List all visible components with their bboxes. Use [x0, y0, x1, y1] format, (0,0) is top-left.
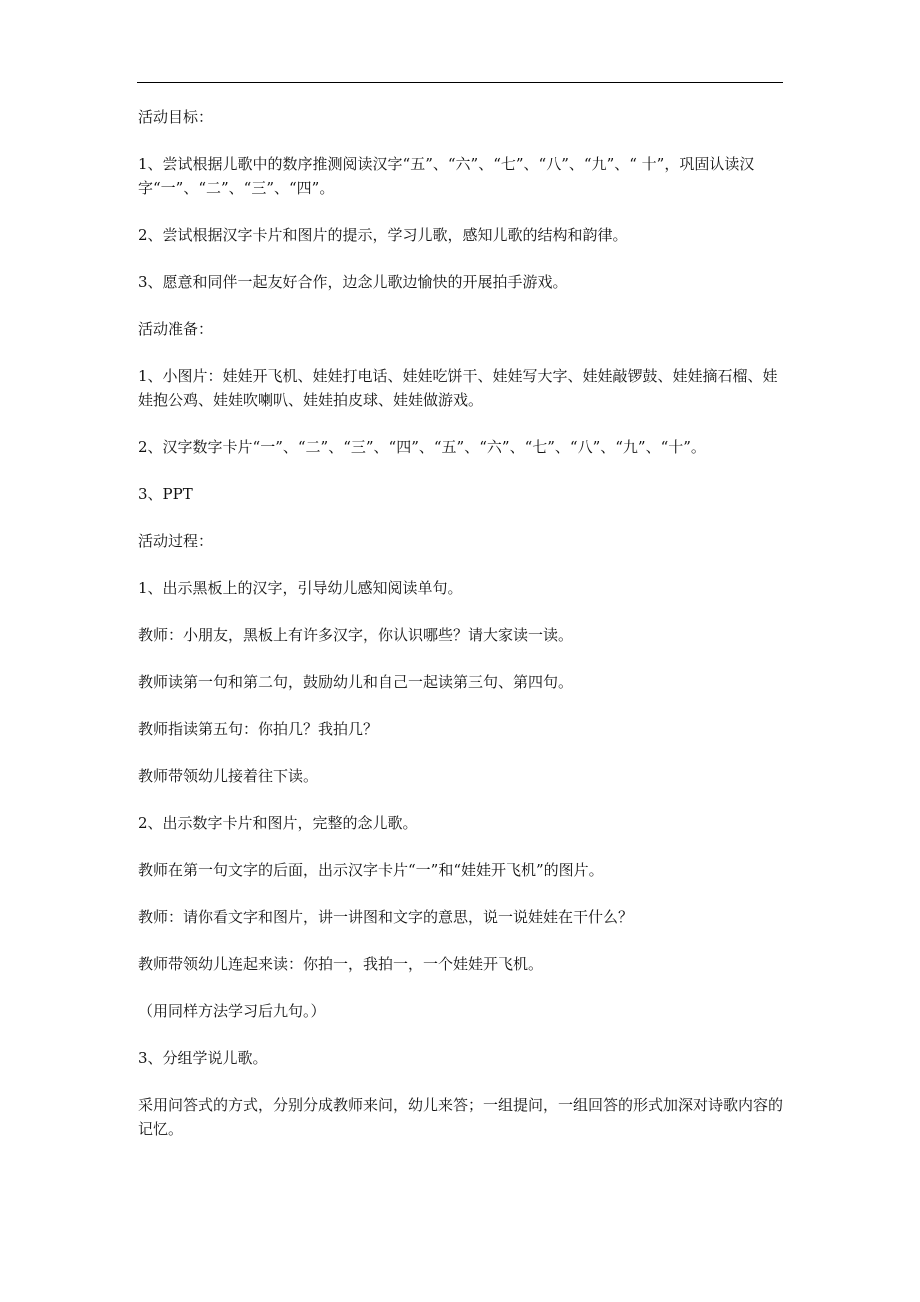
process-text: 教师指读第五句：你拍几？我拍几？ [138, 720, 379, 738]
process-text: 教师带领幼儿连起来读：你拍一，我拍一，一个娃娃开飞机。 [138, 955, 544, 973]
process-step-1: 1、出示黑板上的汉字，引导幼儿感知阅读单句。 [138, 579, 463, 597]
process-text: 教师：请你看文字和图片，讲一讲图和文字的意思，说一说娃娃在干什么？ [138, 908, 634, 926]
process-text: 教师在第一句文字的后面，出示汉字卡片“一”和“娃娃开飞机”的图片。 [138, 861, 604, 879]
process-text: 教师读第一句和第二句，鼓励幼儿和自己一起读第三句、第四句。 [138, 673, 574, 691]
section-heading-goals: 活动目标： [138, 108, 214, 126]
goal-item-2: 2、尝试根据汉字卡片和图片的提示，学习儿歌，感知儿歌的结构和韵律。 [138, 226, 628, 244]
process-step-3: 3、分组学说儿歌。 [138, 1049, 268, 1067]
preparation-item-3: 3、PPT [138, 485, 193, 503]
preparation-item-1: 1、小图片：娃娃开飞机、娃娃打电话、娃娃吃饼干、娃娃写大字、娃娃敲锣鼓、娃娃摘石榴、娃娃抱公鸡、娃娃吹喇叭、娃娃拍皮球、娃娃做游戏。 [138, 367, 778, 409]
preparation-item-2: 2、汉字数字卡片“一”、“二”、“三”、“四”、“五”、“六”、“七”、“八”、“九”、“十”。 [138, 438, 706, 456]
section-heading-process: 活动过程： [138, 532, 214, 550]
section-heading-preparation: 活动准备： [138, 320, 214, 338]
process-text: 采用问答式的方式，分别分成教师来问，幼儿来答；一组提问，一组回答的形式加深对诗歌内容的记忆。 [138, 1096, 784, 1138]
header-rule [137, 82, 783, 83]
process-text: 教师带领幼儿接着往下读。 [138, 767, 319, 785]
process-note: （用同样方法学习后九句。） [138, 1002, 326, 1020]
goal-item-3: 3、愿意和同伴一起友好合作，边念儿歌边愉快的开展拍手游戏。 [138, 273, 568, 291]
goal-item-1: 1、尝试根据儿歌中的数序推测阅读汉字“五”、“六”、“七”、“八”、“九”、“ 十”，巩固认读汉字“一”、“二”、“三”、“四”。 [138, 155, 755, 197]
process-text: 教师：小朋友，黑板上有许多汉字，你认识哪些？请大家读一读。 [138, 626, 574, 644]
document-body [138, 105, 786, 1164]
process-step-2: 2、出示数字卡片和图片，完整的念儿歌。 [138, 814, 418, 832]
